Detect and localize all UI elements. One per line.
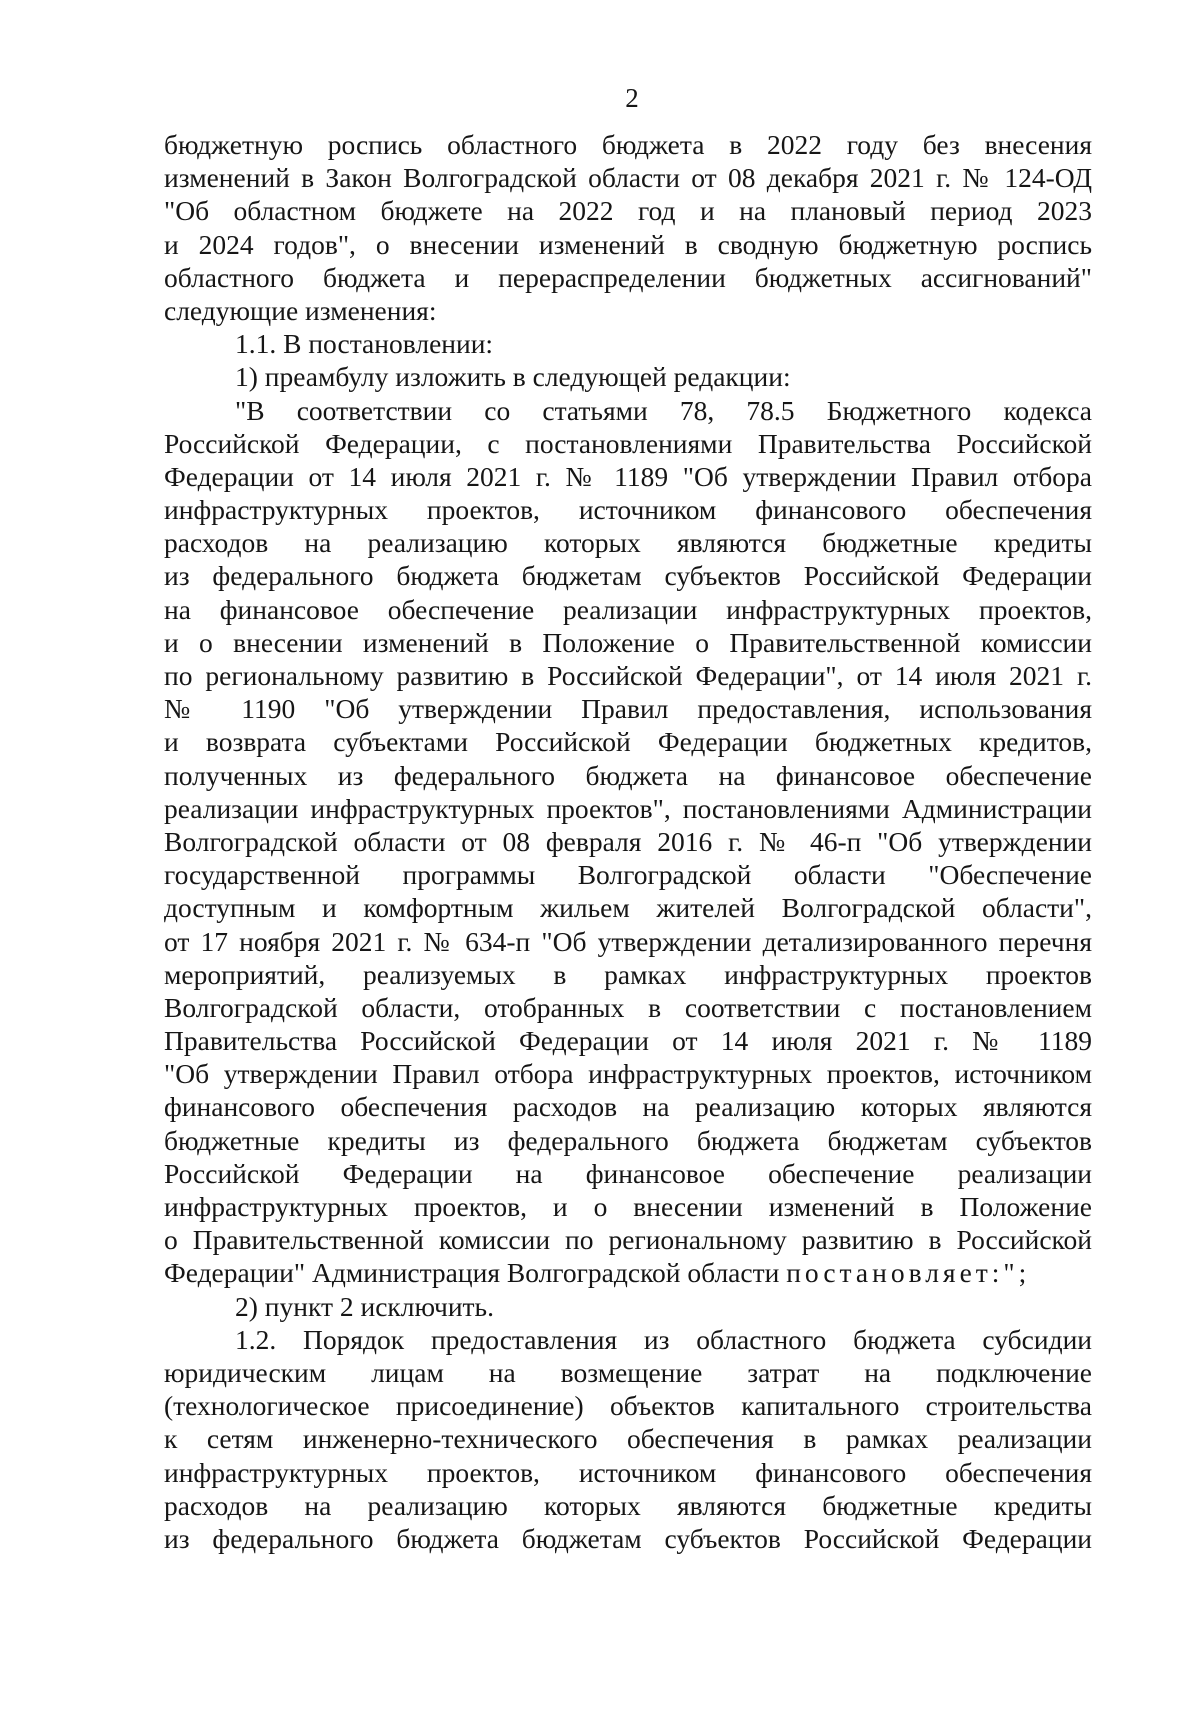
text-line-content: расходов на реализацию которых являются бюджетные кредиты (164, 527, 1092, 559)
text-line (164, 659, 1092, 692)
text-line (164, 1422, 1092, 1455)
text-line (164, 294, 1092, 327)
text-line-content: Волгоградской области, отобранных в соответствии с постановлением (164, 991, 1092, 1023)
text-line (164, 1522, 1092, 1555)
text-line-content: расходов на реализацию которых являются бюджетные кредиты (164, 1489, 1092, 1521)
text-line-content: областного бюджета и перераспределении бюджетных ассигнований" (164, 261, 1092, 293)
text-line (164, 1057, 1092, 1090)
text-line-content: "Об областном бюджете на 2022 год и на плановый период 2023 (164, 195, 1092, 227)
text-line-content: инфраструктурных проектов, источником финансового обеспечения (164, 1456, 1092, 1488)
text-line-content: 1.2. Порядок предоставления из областного бюджета субсидии (235, 1323, 1092, 1355)
text-line (164, 593, 1092, 626)
text-line-content: 1.1. В постановлении: (235, 328, 494, 360)
text-line (164, 958, 1092, 991)
text-line-content: бюджетные кредиты из федерального бюджета бюджетам субъектов (164, 1124, 1092, 1156)
text-line-content: и возврата субъектами Российской Федерации бюджетных кредитов, (164, 726, 1092, 758)
text-line (164, 161, 1092, 194)
text-line-content: 1) преамбулу изложить в следующей редакции: (235, 361, 791, 393)
text-line-content: полученных из федерального бюджета на финансовое обеспечение (164, 759, 1092, 791)
text-line (164, 925, 1092, 958)
text-line-content: Российской Федерации, с постановлениями Правительства Российской (164, 427, 1092, 459)
text-line-content: по региональному развитию в Российской Федерации", от 14 июля 2021 г. (164, 660, 1092, 691)
text-line (164, 394, 1092, 427)
text-line-content: инфраструктурных проектов, источником финансового обеспечения (164, 494, 1092, 526)
text-line-content: юридическим лицам на возмещение затрат на подключение (164, 1356, 1092, 1388)
text-line-content: изменений в Закон Волгоградской области от 08 декабря 2021 г. № 124-ОД (164, 162, 1092, 194)
text-line-content: Российской Федерации на финансовое обеспечение реализации (164, 1157, 1092, 1189)
text-line (164, 626, 1092, 659)
text-line (164, 1256, 1092, 1289)
text-line-content: инфраструктурных проектов, и о внесении изменений в Положение (164, 1191, 1092, 1222)
text-line-content: реализации инфраструктурных проектов", постановлениями Администрации (164, 792, 1092, 824)
text-line (164, 427, 1092, 460)
text-line (164, 1323, 1092, 1356)
text-line-content: и 2024 годов", о внесении изменений в сводную бюджетную роспись (164, 228, 1092, 260)
text-line (164, 1190, 1092, 1223)
text-line-content: Правительства Российской Федерации от 14 июля 2021 г. № 1189 (164, 1025, 1092, 1057)
text-line-content: и о внесении изменений в Положение о Правительственной комиссии (164, 626, 1092, 658)
text-line (164, 194, 1092, 227)
text-line (164, 1124, 1092, 1157)
text-line (164, 1389, 1092, 1422)
document-body (164, 128, 1092, 1555)
text-line (164, 1090, 1092, 1123)
text-line-content: от 17 ноября 2021 г. № 634-п "Об утверждении детализированного перечня (164, 925, 1092, 957)
text-line-content: финансового обеспечения расходов на реализацию которых являются (164, 1091, 1092, 1123)
text-line (164, 526, 1092, 559)
text-line-content: Волгоградской области от 08 февраля 2016 г. № 46-п "Об утверждении (164, 825, 1092, 857)
text-line (164, 559, 1092, 592)
text-line-content: "В соответствии со статьями 78, 78.5 Бюджетного кодекса (235, 394, 1092, 426)
text-line (164, 1157, 1092, 1190)
text-line (164, 327, 1092, 360)
text-line (164, 128, 1092, 161)
text-line-content: Федерации" Администрация Волгоградской области (164, 1257, 780, 1289)
text-line-content: государственной программы Волгоградской области "Обеспечение (164, 859, 1092, 891)
text-line (164, 891, 1092, 924)
text-line (164, 759, 1092, 792)
text-line (164, 1356, 1092, 1389)
page-number: 2 (625, 83, 639, 113)
text-line-content: Федерации от 14 июля 2021 г. № 1189 "Об утверждении Правил отбора (164, 460, 1092, 492)
text-line-content: мероприятий, реализуемых в рамках инфраструктурных проектов (164, 958, 1092, 990)
text-line (164, 1223, 1092, 1256)
text-line (164, 1024, 1092, 1057)
text-line-content: доступным и комфортным жильем жителей Волгоградской области", (164, 892, 1092, 924)
text-line (164, 792, 1092, 825)
text-line-content: к сетям инженерно-технического обеспечения в рамках реализации (164, 1423, 1092, 1455)
text-line-content: 2) пункт 2 исключить. (235, 1290, 494, 1322)
text-line-content: из федерального бюджета бюджетам субъектов Российской Федерации (164, 560, 1092, 592)
text-line (164, 1489, 1092, 1522)
text-line-content: на финансовое обеспечение реализации инфраструктурных проектов, (164, 593, 1092, 625)
text-line (164, 493, 1092, 526)
text-line-content: "Об утверждении Правил отбора инфраструктурных проектов, источником (164, 1058, 1092, 1090)
text-line (164, 991, 1092, 1024)
text-line-content: из федерального бюджета бюджетам субъектов Российской Федерации (164, 1522, 1092, 1554)
text-line (164, 360, 1092, 393)
text-line-content: о Правительственной комиссии по региональному развитию в Российской (164, 1224, 1092, 1256)
text-line (164, 1290, 1092, 1323)
text-line-content: (технологическое присоединение) объектов капитального строительства (164, 1390, 1092, 1422)
text-line-content: бюджетную роспись областного бюджета в 2022 году без внесения (164, 129, 1092, 160)
text-line (164, 1456, 1092, 1489)
text-line-content: № 1190 "Об утверждении Правил предоставления, использования (164, 693, 1092, 725)
text-line-content: следующие изменения: (164, 294, 437, 326)
spaced-word: постановляет:"; (786, 1257, 1031, 1289)
text-line (164, 858, 1092, 891)
text-line (164, 692, 1092, 725)
text-line (164, 460, 1092, 493)
text-line (164, 228, 1092, 261)
text-line (164, 725, 1092, 758)
text-line (164, 825, 1092, 858)
text-line (164, 261, 1092, 294)
